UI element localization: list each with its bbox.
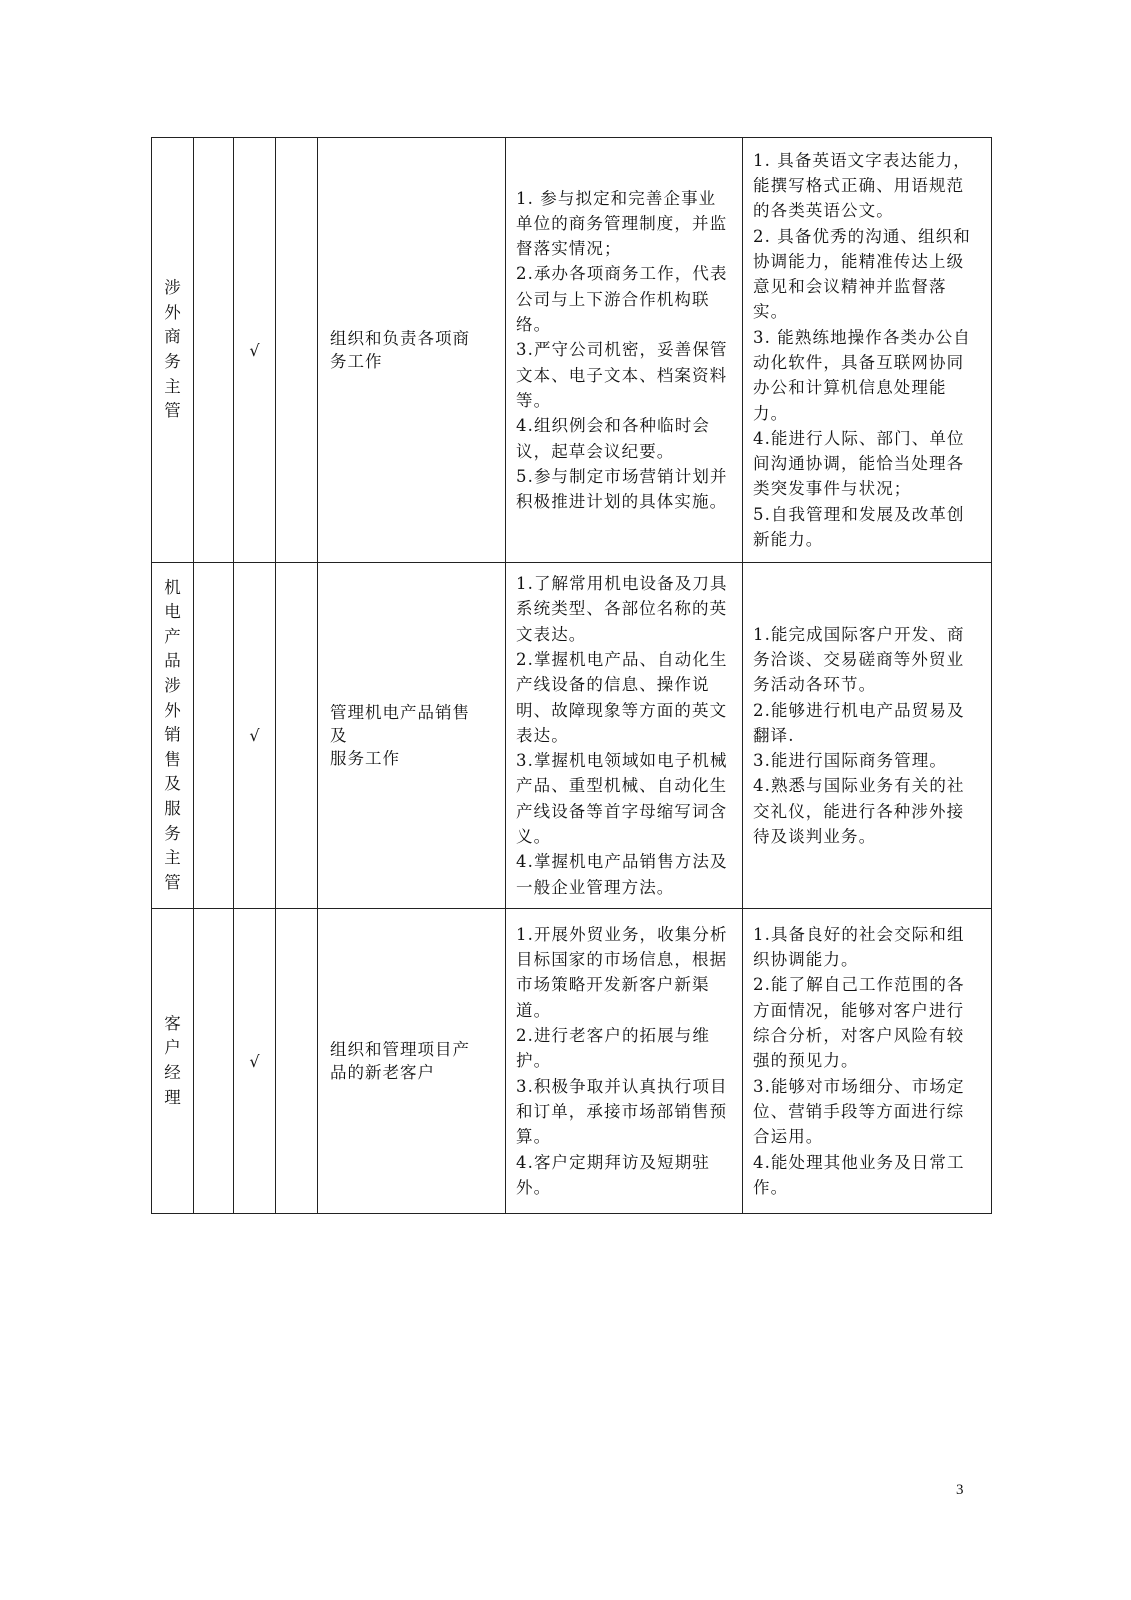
ability-item: 3. 能熟练地操作各类办公自动化软件，具备互联网协同办公和计算机信息处理能力。 (753, 327, 971, 423)
ability-item: 2.能够进行机电产品贸易及翻译. (753, 700, 965, 745)
task-item: 4.掌握机电产品销售方法及一般企业管理方法。 (516, 852, 728, 897)
ability-item: 2. 具备优秀的沟通、组织和协调能力，能精准传达上级意见和会议精神并监督落实。 (753, 226, 971, 322)
ability-item: 1.具备良好的社会交际和组织协调能力。 (753, 924, 965, 970)
task-item: 3.严守公司机密，妥善保管文本、电子文本、档案资料等。 (516, 340, 728, 410)
task-item: 1.开展外贸业务，收集分析目标国家的市场信息，根据市场策略开发新客户新渠道。 (516, 924, 728, 1020)
check-mark-cell (234, 563, 276, 909)
duty-cell (318, 909, 506, 1214)
abilities-cell (743, 563, 992, 909)
task-item: 1.了解常用机电设备及刀具系统类型、各部位名称的英文表达。 (516, 574, 728, 644)
check-mark-cell (234, 909, 276, 1214)
page-number: 3 (956, 1482, 964, 1498)
duty-line: 管理机电产品销售 (330, 703, 470, 722)
empty-cell (276, 563, 318, 909)
ability-item: 4.能进行人际、部门、单位间沟通协调，能恰当处理各类突发事件与状况； (753, 428, 965, 499)
table-row (152, 138, 992, 563)
duty-cell (318, 138, 506, 563)
check-mark: √ (249, 726, 260, 745)
position-cell (152, 909, 194, 1214)
tasks-cell (506, 563, 743, 909)
task-item: 2.进行老客户的拓展与维护。 (516, 1026, 710, 1071)
tasks-cell (506, 909, 743, 1214)
position-title: 机电产品涉外销售及服务主管 (164, 577, 181, 892)
occupation-table (151, 137, 992, 1214)
check-mark: √ (249, 1051, 260, 1071)
duty-cell (318, 563, 506, 909)
ability-item: 1.能完成国际客户开发、商务洽谈、交易磋商等外贸业务活动各环节。 (753, 624, 965, 695)
ability-item: 2.能了解自己工作范围的各方面情况，能够对客户进行综合分析，对客户风险有较强的预见力。 (753, 975, 965, 1071)
ability-item: 1. 具备英语文字表达能力，能撰写格式正确、用语规范的各类英语公文。 (753, 150, 971, 221)
ability-item: 4.能处理其他业务及日常工作。 (753, 1152, 965, 1197)
task-item: 4.客户定期拜访及短期驻外。 (516, 1152, 710, 1197)
task-item: 3.掌握机电领域如电子机械产品、重型机械、自动化生产线设备等首字母缩写词含义。 (516, 751, 728, 847)
task-item: 1. 参与拟定和完善企事业单位的商务管理制度，并监督落实情况； (516, 188, 728, 259)
duty-line: 及 (330, 726, 348, 745)
empty-cell (276, 138, 318, 563)
empty-cell (194, 909, 234, 1214)
empty-cell (194, 138, 234, 563)
task-item: 5.参与制定市场营销计划并积极推进计划的具体实施。 (516, 466, 728, 512)
check-mark-cell (234, 138, 276, 563)
task-item: 3.积极争取并认真执行项目和订单，承接市场部销售预算。 (516, 1076, 728, 1147)
task-item: 2.承办各项商务工作，代表公司与上下游合作机构联络。 (516, 264, 728, 335)
task-item: 2.掌握机电产品、自动化生产线设备的信息、操作说明、故障现象等方面的英文表达。 (516, 649, 728, 745)
duty-line: 服务工作 (330, 749, 400, 768)
tasks-cell (506, 138, 743, 563)
abilities-cell (743, 138, 992, 563)
ability-item: 3.能够对市场细分、市场定位、营销手段等方面进行综合运用。 (753, 1076, 965, 1147)
abilities-cell (743, 909, 992, 1214)
table-row (152, 563, 992, 909)
empty-cell (194, 563, 234, 909)
position-title: 涉外商务主管 (164, 278, 181, 421)
duty-line: 务工作 (330, 352, 383, 371)
empty-cell (276, 909, 318, 1214)
position-cell (152, 563, 194, 909)
table-row (152, 909, 992, 1214)
ability-item: 4.熟悉与国际业务有关的社交礼仪，能进行各种涉外接待及谈判业务。 (753, 776, 965, 847)
duty-line: 组织和管理项目产 (330, 1040, 470, 1059)
position-title: 客户经理 (164, 1013, 181, 1107)
duty-line: 组织和负责各项商 (330, 329, 470, 348)
ability-item: 3.能进行国际商务管理。 (753, 751, 947, 771)
ability-item: 5.自我管理和发展及改革创新能力。 (753, 504, 965, 550)
duty-line: 品的新老客户 (330, 1063, 435, 1082)
task-item: 4.组织例会和各种临时会议，起草会议纪要。 (516, 416, 710, 461)
position-cell (152, 138, 194, 563)
check-mark: √ (249, 340, 260, 360)
